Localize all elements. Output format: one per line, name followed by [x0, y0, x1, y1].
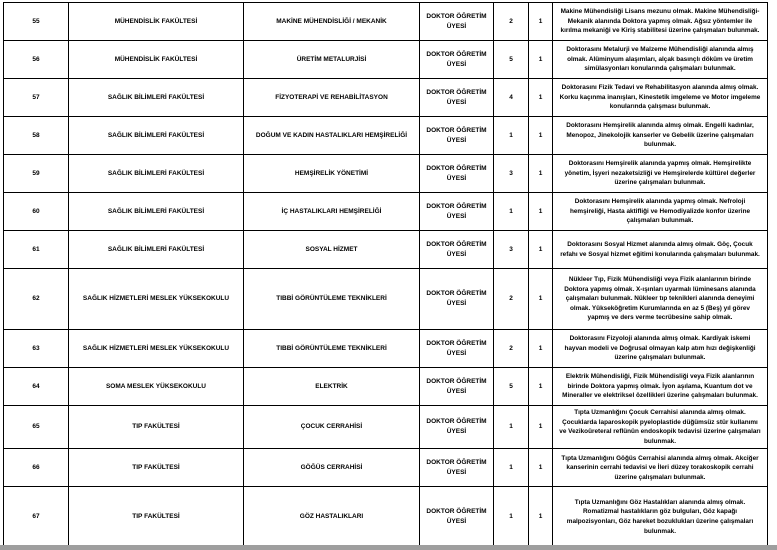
description-cell: Doktorasını Hemşirelik alanında almış olmak. Engelli kadınlar, Menopoz, Jinekolojik kanserler ve Gebelik üzerine çalışmaları bulunmak.: [553, 117, 768, 155]
faculty-cell: SAĞLIK HİZMETLERİ MESLEK YÜKSEKOKULU: [69, 269, 244, 330]
faculty-cell: SAĞLIK BİLİMLERİ FAKÜLTESİ: [69, 79, 244, 117]
description-cell: Tıpta Uzmanlığını Göğüs Cerrahisi alanında almış olmak. Akciğer kanserinin cerrahi tedavisi ve İleri düzey torakoskopik cerrahi üzerine çalışmaları bulunmak.: [553, 449, 768, 487]
number1-cell: 1: [494, 449, 529, 487]
row-number-cell: 56: [4, 41, 69, 79]
description-cell: Doktorasını Fizik Tedavi ve Rehabilitasyon alanında almış olmak. Korku kaçınma inanışları, Kinestetik imgeleme ve Motor imgeleme konularında çalışması bulunmak.: [553, 79, 768, 117]
row-number-cell: 57: [4, 79, 69, 117]
row-number-cell: 58: [4, 117, 69, 155]
department-cell: TIBBİ GÖRÜNTÜLEME TEKNİKLERİ: [244, 330, 420, 368]
table-row: [4, 117, 768, 155]
position-title-cell: DOKTOR ÖĞRETİM ÜYESİ: [420, 3, 494, 41]
position-title-cell: DOKTOR ÖĞRETİM ÜYESİ: [420, 41, 494, 79]
number2-cell: 1: [529, 41, 553, 79]
number2-cell: 1: [529, 193, 553, 231]
row-number-cell: 63: [4, 330, 69, 368]
faculty-cell: SAĞLIK BİLİMLERİ FAKÜLTESİ: [69, 193, 244, 231]
number2-cell: 1: [529, 117, 553, 155]
position-title-cell: DOKTOR ÖĞRETİM ÜYESİ: [420, 330, 494, 368]
row-number-cell: 61: [4, 231, 69, 269]
position-title-cell: DOKTOR ÖĞRETİM ÜYESİ: [420, 231, 494, 269]
table-row: [4, 155, 768, 193]
position-title-cell: DOKTOR ÖĞRETİM ÜYESİ: [420, 487, 494, 547]
faculty-cell: SAĞLIK BİLİMLERİ FAKÜLTESİ: [69, 231, 244, 269]
position-title-cell: DOKTOR ÖĞRETİM ÜYESİ: [420, 117, 494, 155]
position-title-cell: DOKTOR ÖĞRETİM ÜYESİ: [420, 449, 494, 487]
department-cell: DOĞUM VE KADIN HASTALIKLARI HEMŞİRELİĞİ: [244, 117, 420, 155]
table-row: [4, 231, 768, 269]
number2-cell: 1: [529, 155, 553, 193]
number1-cell: 2: [494, 3, 529, 41]
department-cell: GÖĞÜS CERRAHİSİ: [244, 449, 420, 487]
department-cell: ELEKTRİK: [244, 368, 420, 406]
faculty-cell: TIP FAKÜLTESİ: [69, 487, 244, 547]
row-number-cell: 65: [4, 406, 69, 449]
number1-cell: 3: [494, 155, 529, 193]
table-row: [4, 330, 768, 368]
row-number-cell: 59: [4, 155, 69, 193]
number1-cell: 1: [494, 406, 529, 449]
table-row: [4, 193, 768, 231]
position-title-cell: DOKTOR ÖĞRETİM ÜYESİ: [420, 193, 494, 231]
number1-cell: 1: [494, 193, 529, 231]
department-cell: HEMŞİRELİK YÖNETİMİ: [244, 155, 420, 193]
table-row: [4, 449, 768, 487]
position-title-cell: DOKTOR ÖĞRETİM ÜYESİ: [420, 269, 494, 330]
position-title-cell: DOKTOR ÖĞRETİM ÜYESİ: [420, 79, 494, 117]
academic-positions-table: [3, 2, 768, 547]
number2-cell: 1: [529, 368, 553, 406]
number1-cell: 2: [494, 269, 529, 330]
table-row: [4, 487, 768, 547]
row-number-cell: 55: [4, 3, 69, 41]
description-cell: Nükleer Tıp, Fizik Mühendisliği veya Fizik alanlarının birinde Doktora yapmış olmak. X-ışınları uyarmalı lüminesans alanında çalışmaları bulunmak. Nükleer tıp teknikleri alanında deneyimi olmak. Yükseköğretim Kurumlarında en az 5 (Beş) yıl görev yapmış ve ders verme tecrübesine sahip olmak.: [553, 269, 768, 330]
number2-cell: 1: [529, 406, 553, 449]
number1-cell: 1: [494, 117, 529, 155]
table-row: [4, 269, 768, 330]
department-cell: ÜRETİM METALURJİSİ: [244, 41, 420, 79]
table-row: [4, 3, 768, 41]
faculty-cell: SAĞLIK HİZMETLERİ MESLEK YÜKSEKOKULU: [69, 330, 244, 368]
number2-cell: 1: [529, 3, 553, 41]
number1-cell: 4: [494, 79, 529, 117]
position-title-cell: DOKTOR ÖĞRETİM ÜYESİ: [420, 155, 494, 193]
table-row: [4, 41, 768, 79]
department-cell: ÇOCUK CERRAHİSİ: [244, 406, 420, 449]
faculty-cell: SAĞLIK BİLİMLERİ FAKÜLTESİ: [69, 117, 244, 155]
number2-cell: 1: [529, 330, 553, 368]
faculty-cell: TIP FAKÜLTESİ: [69, 449, 244, 487]
faculty-cell: SAĞLIK BİLİMLERİ FAKÜLTESİ: [69, 155, 244, 193]
faculty-cell: MÜHENDİSLİK FAKÜLTESİ: [69, 41, 244, 79]
department-cell: İÇ HASTALIKLARI HEMŞİRELİĞİ: [244, 193, 420, 231]
row-number-cell: 60: [4, 193, 69, 231]
faculty-cell: SOMA MESLEK YÜKSEKOKULU: [69, 368, 244, 406]
description-cell: Doktorasını Hemşirelik alanında yapmış olmak. Nefroloji hemşireliği, Hasta aktifliği ve Hemodiyalizde konfor üzerine çalışmaları bulunmak.: [553, 193, 768, 231]
row-number-cell: 64: [4, 368, 69, 406]
description-cell: Doktorasını Metalurji ve Malzeme Mühendisliği alanında almış olmak. Alüminyum alaşımları, alçak basınçlı döküm ve üretim simülasyonları konularında çalışmaları bulunmak.: [553, 41, 768, 79]
position-title-cell: DOKTOR ÖĞRETİM ÜYESİ: [420, 406, 494, 449]
department-cell: GÖZ HASTALIKLARI: [244, 487, 420, 547]
number2-cell: 1: [529, 487, 553, 547]
table-row: [4, 368, 768, 406]
description-cell: Tıpta Uzmanlığını Göz Hastalıkları alanında almış olmak. Romatizmal hastalıkların göz bulguları, Göz kapağı malpozisyonları, Göz hareket bozuklukları üzerine çalışmaları bulunmak.: [553, 487, 768, 547]
number2-cell: 1: [529, 231, 553, 269]
number1-cell: 3: [494, 231, 529, 269]
description-cell: Doktorasını Sosyal Hizmet alanında almış olmak. Göç, Çocuk refahı ve Sosyal hizmet eğitimi konularında çalışmaları bulunmak.: [553, 231, 768, 269]
position-title-cell: DOKTOR ÖĞRETİM ÜYESİ: [420, 368, 494, 406]
department-cell: MAKİNE MÜHENDİSLİĞİ / MEKANİK: [244, 3, 420, 41]
department-cell: FİZYOTERAPİ VE REHABİLİTASYON: [244, 79, 420, 117]
description-cell: Elektrik Mühendisliği, Fizik Mühendisliği veya Fizik alanlarının birinde Doktora yapmış olmak. İyon aşılama, Kuantum dot ve Mineraller ve elektriksel özellikleri üzerine çalışmaları bulunmak.: [553, 368, 768, 406]
number1-cell: 5: [494, 41, 529, 79]
description-cell: Doktorasını Hemşirelik alanında yapmış olmak. Hemşirelikte yönetim, İşyeri nezaketsizliği ve Hemşirelerde kültürel değerler üzerine çalışmaları bulunmak.: [553, 155, 768, 193]
description-cell: Doktorasını Fizyoloji alanında almış olmak. Kardiyak iskemi hayvan modeli ve Doğrusal olmayan kalp atım hızı değişkenliği üzerine çalışmaları bulunmak.: [553, 330, 768, 368]
table-row: [4, 406, 768, 449]
number1-cell: 1: [494, 487, 529, 547]
number1-cell: 5: [494, 368, 529, 406]
faculty-cell: TIP FAKÜLTESİ: [69, 406, 244, 449]
number2-cell: 1: [529, 269, 553, 330]
description-cell: Makine Mühendisliği Lisans mezunu olmak. Makine Mühendisliği-Mekanik alanında Doktora yapmış olmak. Ağsız yöntemler ile kırılma mekaniği ve Kiriş stabilitesi üzerine çalışmaları bulunmak.: [553, 3, 768, 41]
faculty-cell: MÜHENDİSLİK FAKÜLTESİ: [69, 3, 244, 41]
description-cell: Tıpta Uzmanlığını Çocuk Cerrahisi alanında almış olmak. Çocuklarda laparoskopik pyeloplastide düğümsüz stür kullanımı ve Vezikoüreteral reflünün endoskopik tedavisi üzerine çalışmaları bulunmak.: [553, 406, 768, 449]
row-number-cell: 67: [4, 487, 69, 547]
row-number-cell: 62: [4, 269, 69, 330]
number2-cell: 1: [529, 449, 553, 487]
department-cell: SOSYAL HİZMET: [244, 231, 420, 269]
row-number-cell: 66: [4, 449, 69, 487]
page-bottom-edge: [0, 545, 777, 550]
number1-cell: 2: [494, 330, 529, 368]
department-cell: TIBBİ GÖRÜNTÜLEME TEKNİKLERİ: [244, 269, 420, 330]
table-row: [4, 79, 768, 117]
number2-cell: 1: [529, 79, 553, 117]
